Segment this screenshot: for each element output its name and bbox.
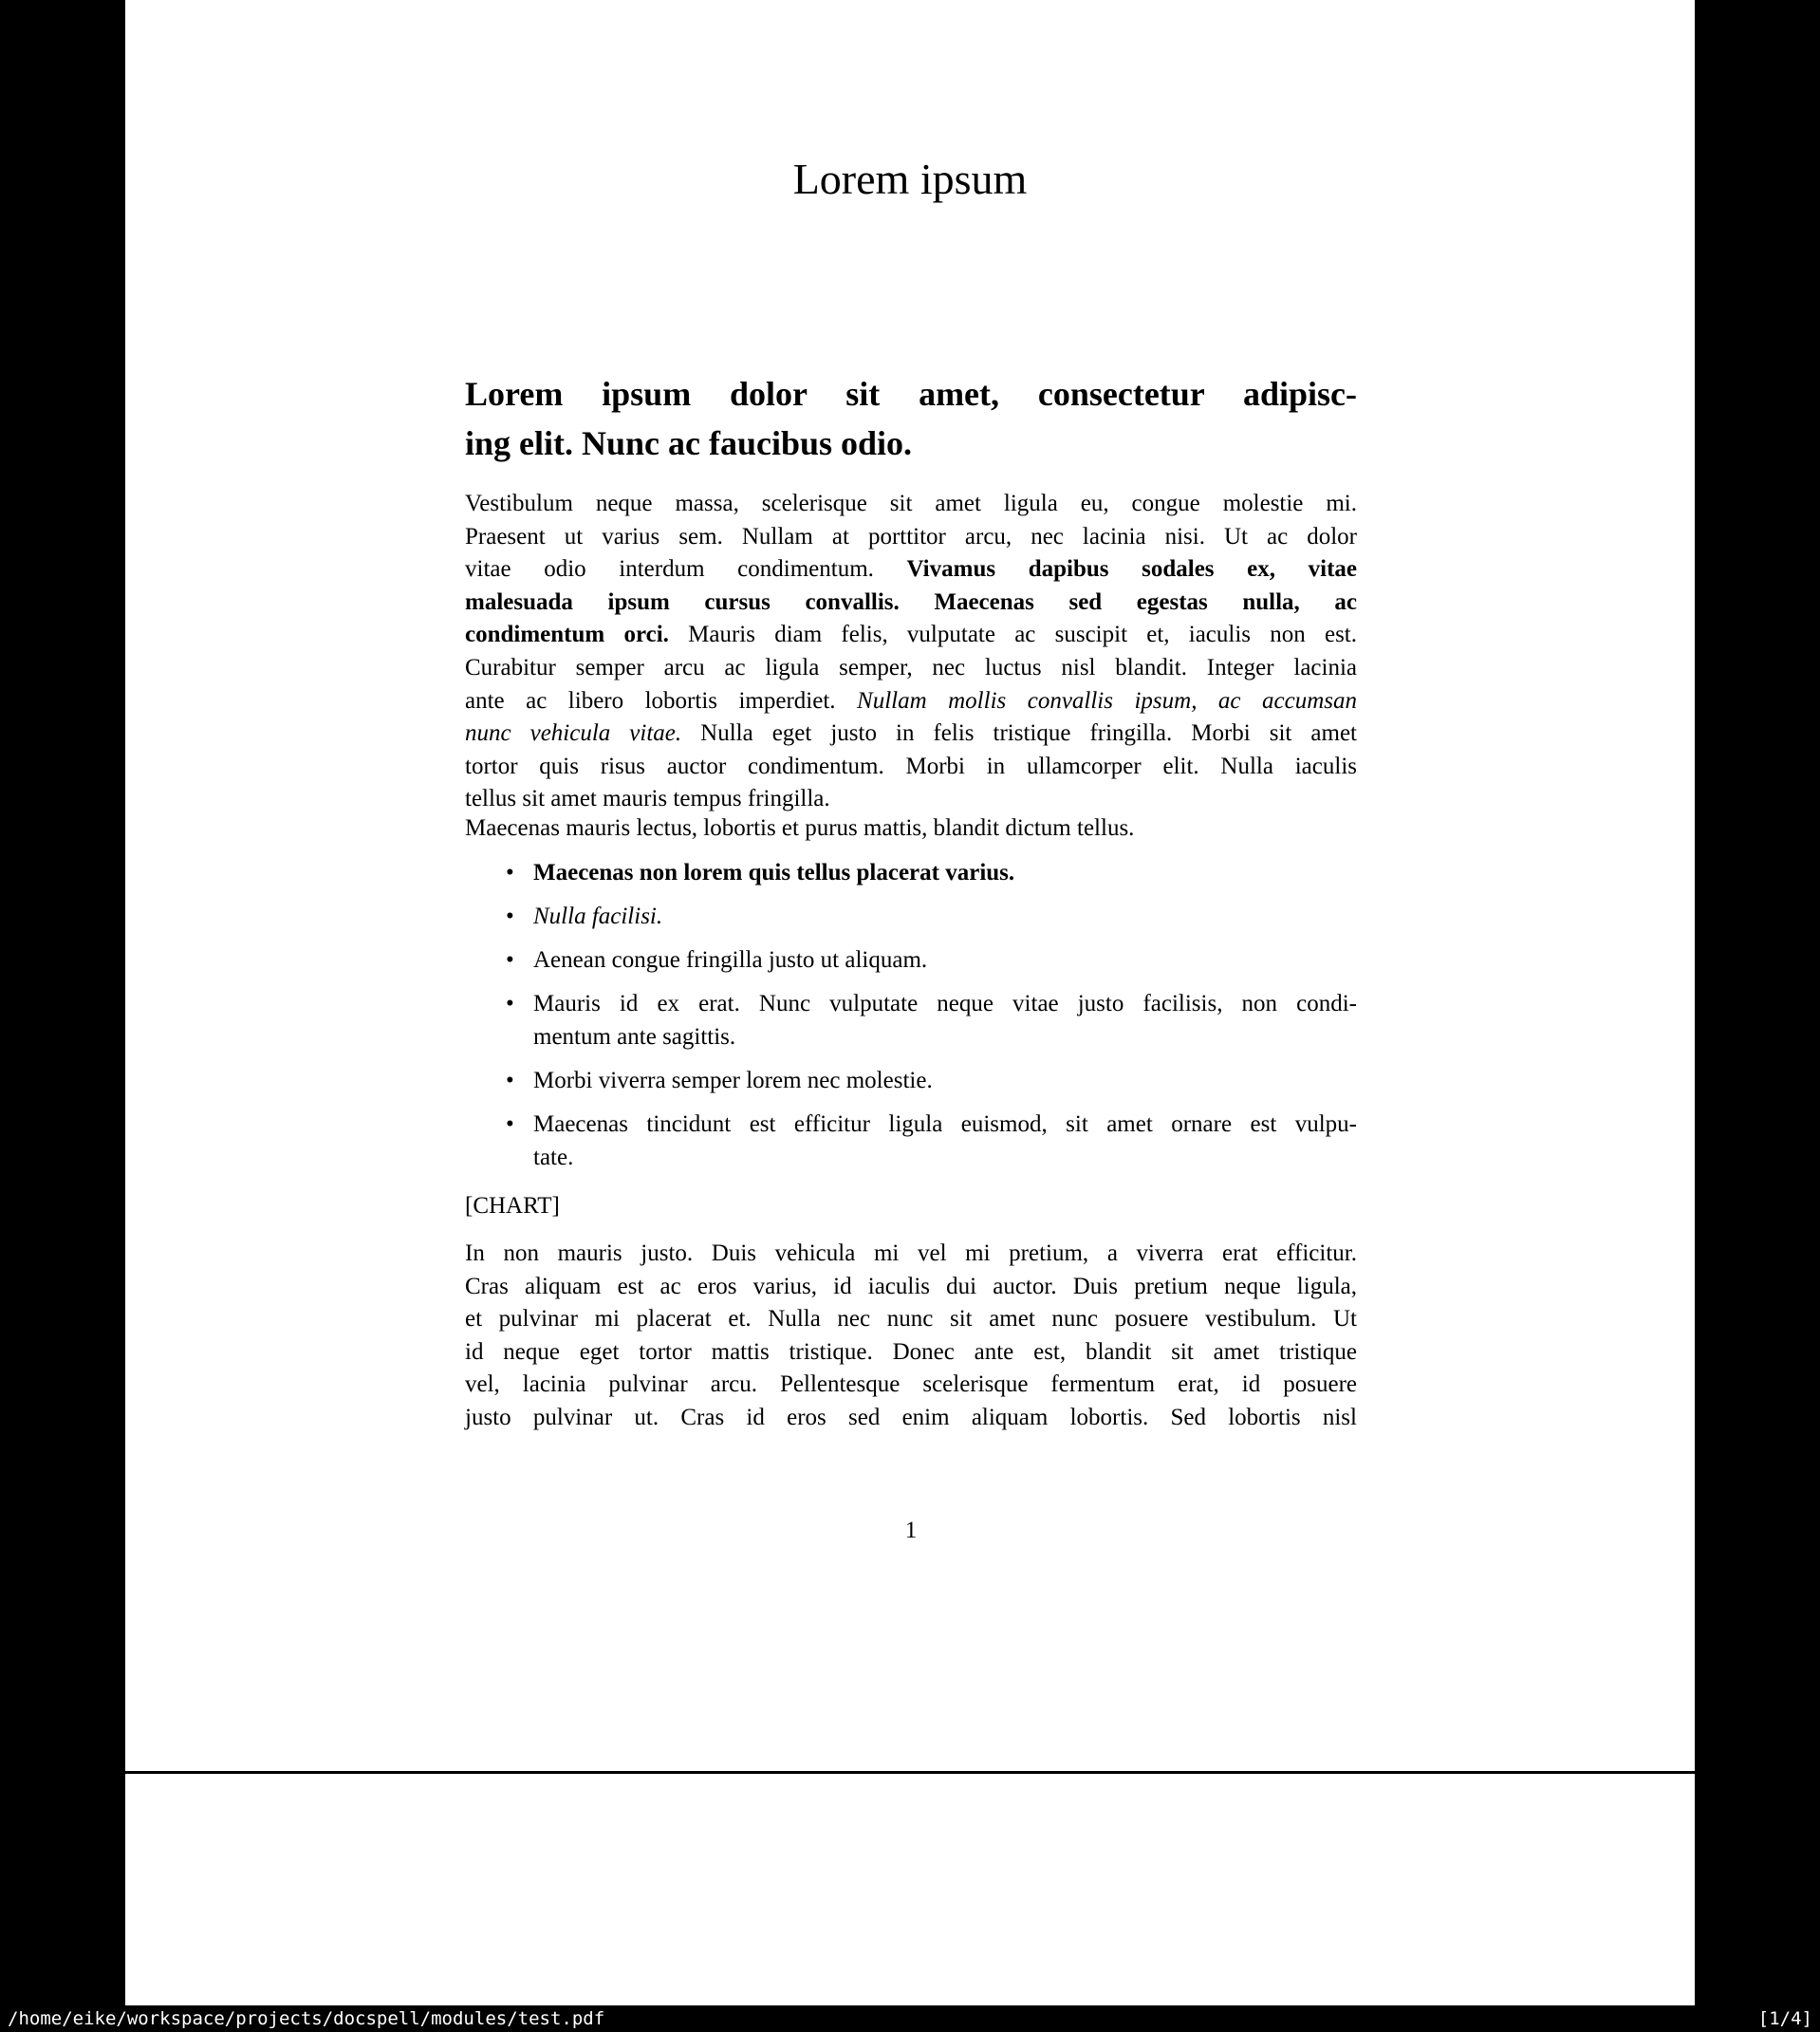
text-line: condimentum orci. Mauris diam felis, vulputate ac suscipit et, iaculis non est. <box>465 622 1358 648</box>
text-line: tate. <box>533 1144 574 1170</box>
text-line: Mauris id ex erat. Nunc vulputate neque vitae justo facilisis, non condi- <box>533 991 1357 1017</box>
text-line: Maecenas tincidunt est efficitur ligula euismod, sit amet ornare est vulpu- <box>533 1111 1357 1138</box>
bullet-icon: • <box>506 947 514 974</box>
bullet-icon: • <box>506 860 514 886</box>
bullet-icon: • <box>506 1067 514 1093</box>
text-line: justo pulvinar ut. Cras id eros sed enim aliquam lobortis. Sed lobortis nisl <box>465 1404 1357 1430</box>
text-line: Maecenas non lorem quis tellus placerat varius. <box>533 860 1015 886</box>
text-line: et pulvinar mi placerat et. Nulla nec nunc sit amet nunc posuere vestibulum. Ut <box>465 1306 1357 1333</box>
list-item <box>506 1065 1357 1098</box>
status-bar <box>0 2005 1820 2032</box>
paragraph-2 <box>465 812 1357 846</box>
text-line: Morbi viverra semper lorem nec molestie. <box>533 1067 933 1093</box>
text-line: tortor quis risus auctor condimentum. Morbi in ullamcorper elit. Nulla iaculis <box>465 753 1357 779</box>
list-item <box>506 1109 1357 1174</box>
document-title: Lorem ipsum <box>792 155 1028 203</box>
text-line: Cras aliquam est ac eros varius, id iaculis dui auctor. Duis pretium neque ligula, <box>465 1273 1357 1299</box>
text-line: vitae odio interdum condimentum. Vivamus dapibus sodales ex, vitae <box>465 556 1358 583</box>
text-line: Lorem ipsum dolor sit amet, consectetur adipisc- <box>465 375 1357 413</box>
text-line: tellus sit amet mauris tempus fringilla. <box>465 786 830 812</box>
paragraph-3 <box>465 1238 1357 1435</box>
list-item <box>506 901 1357 934</box>
text-line: nunc vehicula vitae. Nulla eget justo in felis tristique fringilla. Morbi sit amet <box>465 720 1357 747</box>
text-line: Maecenas mauris lectus, lobortis et purus mattis, blandit dictum tellus. <box>465 815 1135 841</box>
text-line: vel, lacinia pulvinar arcu. Pellentesque scelerisque fermentum erat, id posuere <box>465 1371 1357 1398</box>
text-line: Praesent ut varius sem. Nullam at porttitor arcu, nec lacinia nisi. Ut ac dolor <box>465 523 1357 550</box>
text-line: Aenean congue fringilla justo ut aliquam. <box>533 947 928 974</box>
text-line: ing elit. Nunc ac faucibus odio. <box>465 424 913 462</box>
bullet-icon: • <box>506 904 514 930</box>
paragraph-1 <box>465 488 1357 816</box>
bullet-list <box>506 857 1357 1185</box>
text-line: mentum ante sagittis. <box>533 1023 736 1050</box>
chart-placeholder: [CHART] <box>465 1193 560 1219</box>
text-line: malesuada ipsum cursus convallis. Maecenas sed egestas nulla, ac <box>465 588 1357 615</box>
section-heading <box>465 369 1357 468</box>
page-number: 1 <box>904 1518 918 1543</box>
text-line: ante ac libero lobortis imperdiet. Nullam mollis convallis ipsum, ac accumsan <box>465 687 1357 714</box>
file-path: /home/eike/workspace/projects/docspell/modules/test.pdf <box>8 2008 605 2029</box>
text-line: id neque eget tortor mattis tristique. Donec ante est, blandit sit amet tristique <box>465 1338 1357 1365</box>
list-item <box>506 988 1357 1053</box>
list-item <box>506 857 1357 890</box>
bullet-icon: • <box>506 1111 514 1138</box>
page-indicator: [1/4] <box>1757 2008 1812 2029</box>
text-line: Curabitur semper arcu ac ligula semper, nec luctus nisl blandit. Integer lacinia <box>465 654 1357 680</box>
list-item <box>506 944 1357 978</box>
pdf-page-1 <box>125 0 1695 1771</box>
text-line: In non mauris justo. Duis vehicula mi vel mi pretium, a viverra erat efficitur. <box>465 1240 1357 1266</box>
pdf-page-2 <box>125 1774 1695 2005</box>
text-line: Vestibulum neque massa, scelerisque sit amet ligula eu, congue molestie mi. <box>465 491 1357 516</box>
bullet-icon: • <box>506 991 514 1017</box>
text-line: Nulla facilisi. <box>533 904 663 930</box>
